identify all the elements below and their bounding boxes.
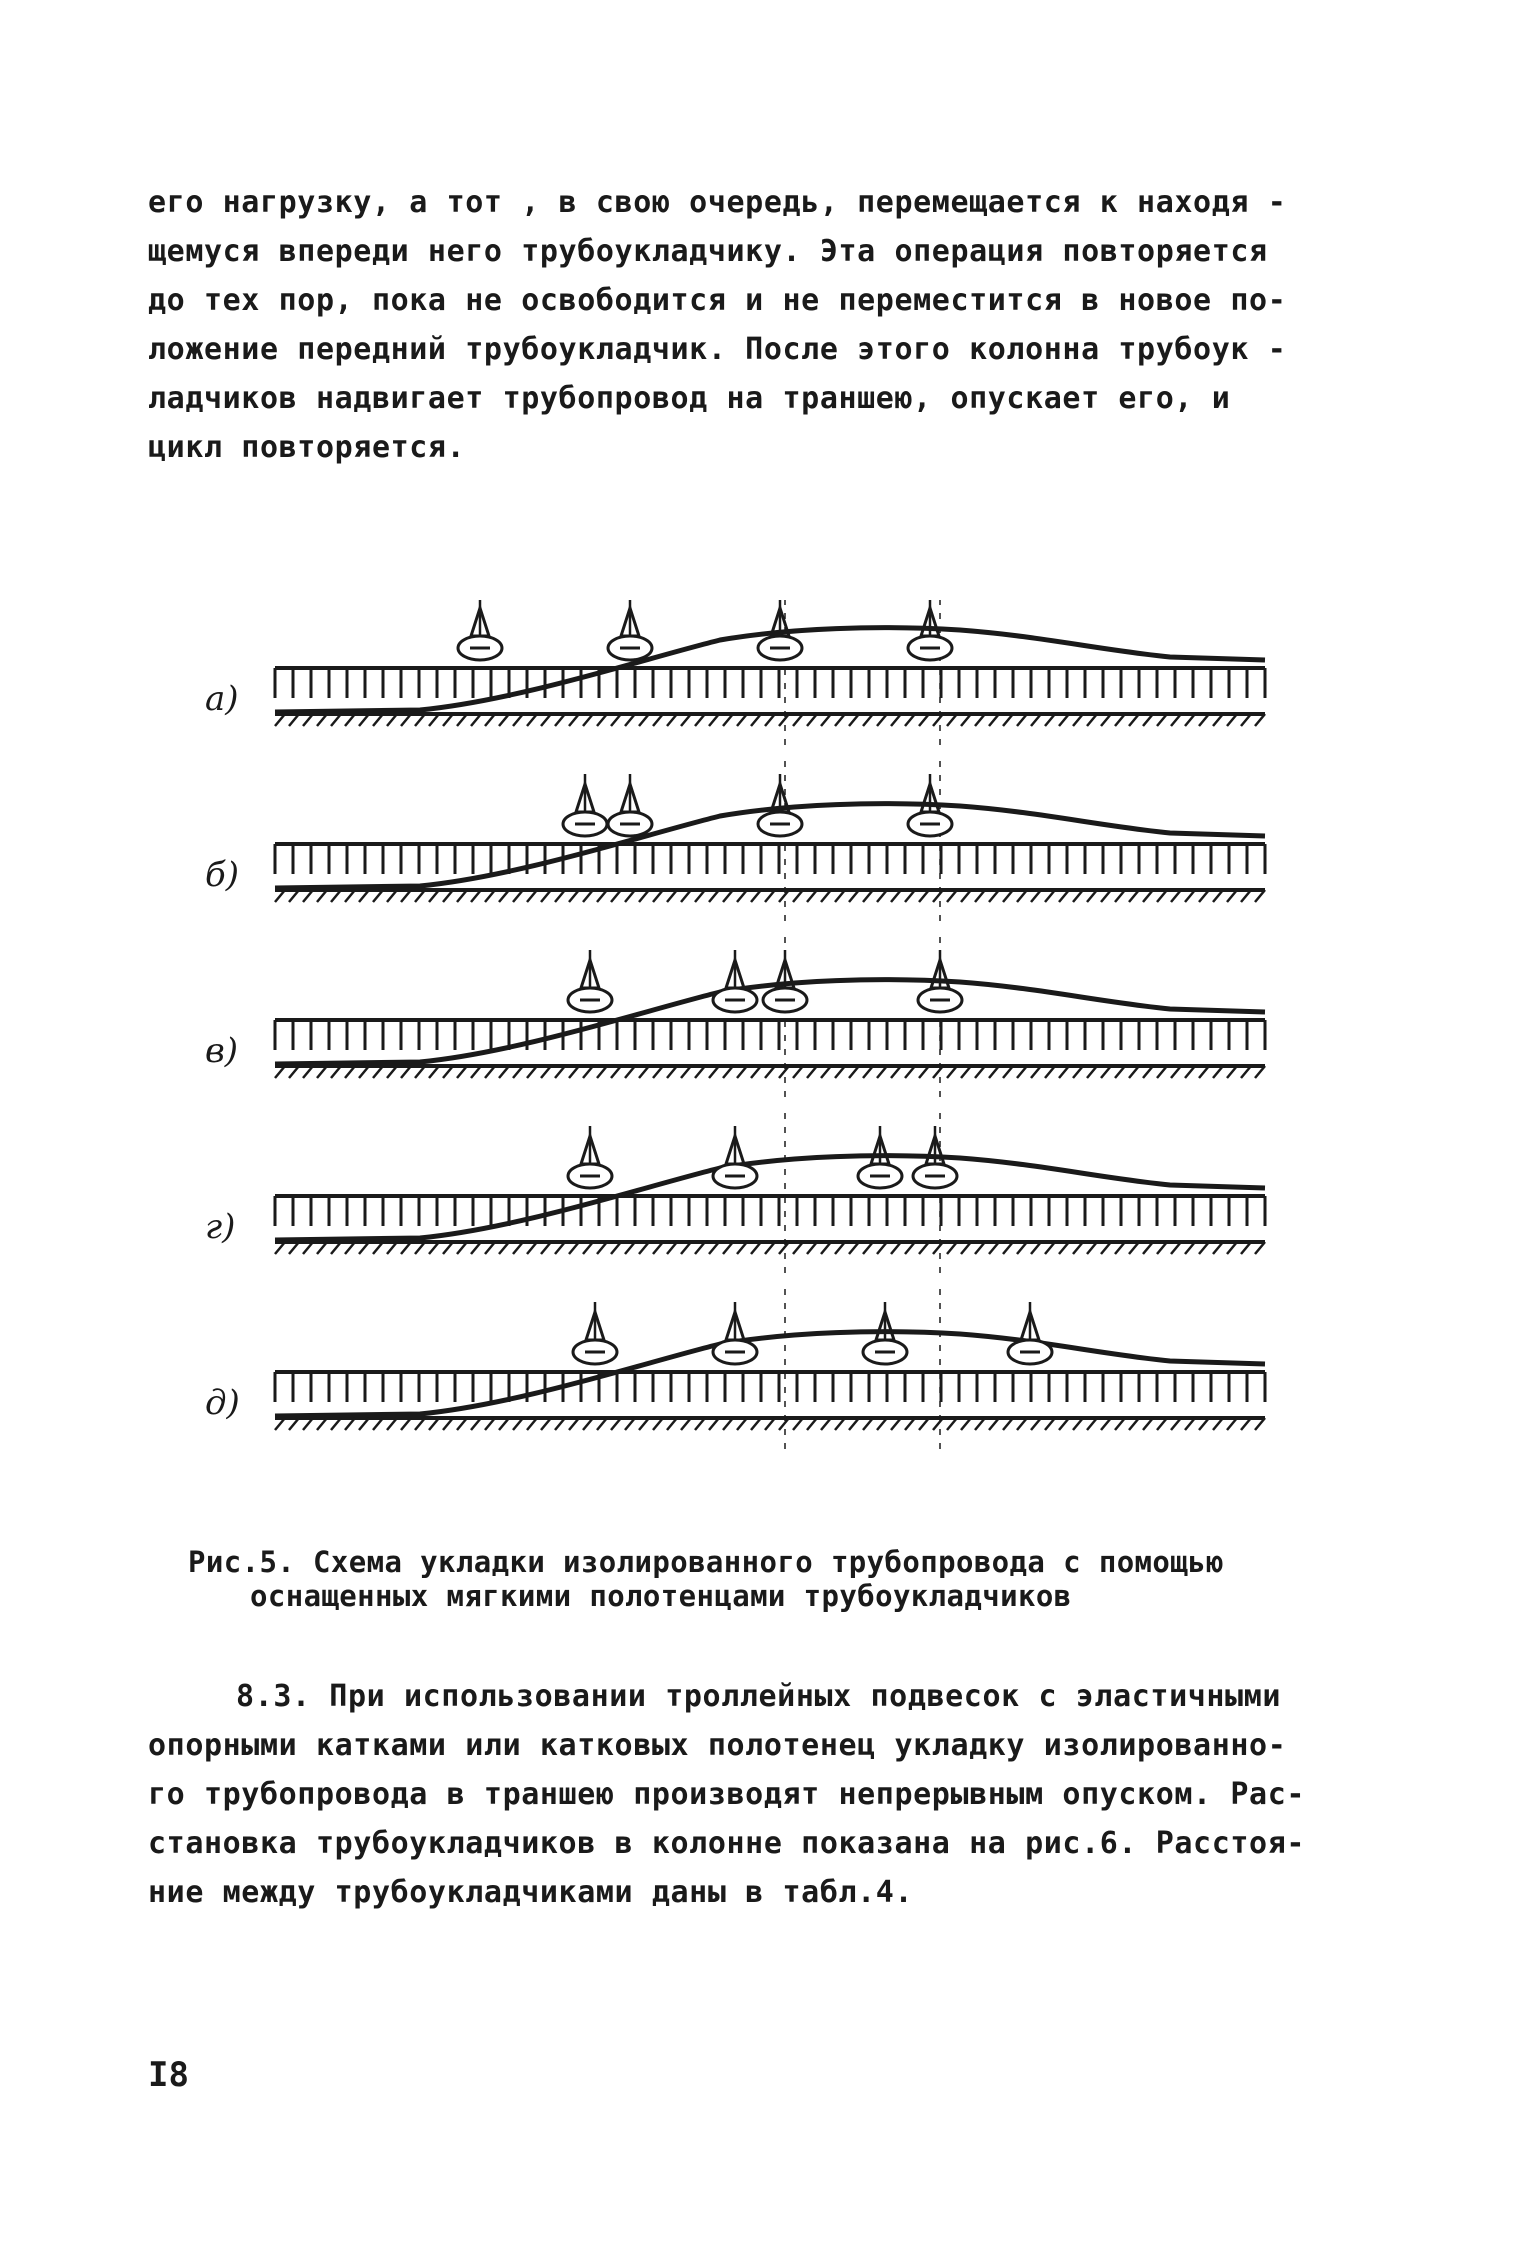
text-line: становка трубоукладчиков в колонне показана на рис.6. Расстоя- — [148, 1826, 1306, 1861]
text-line: ложение передний трубоукладчик. После этого колонна трубоук - — [148, 332, 1287, 367]
text-line: опорными катками или катковых полотенец укладку изолированно- — [148, 1728, 1287, 1763]
page-number: I8 — [148, 2055, 189, 2095]
pipe-laying-scheme-figure — [0, 600, 1535, 1480]
panel-3 — [275, 1113, 1265, 1278]
panel-label-a: а) — [205, 679, 239, 719]
text-line: цикл повторяется. — [148, 430, 466, 465]
panel-1 — [275, 761, 1265, 926]
text-line: го трубопровода в траншею производят непрерывным опуском. Рас- — [148, 1777, 1306, 1812]
text-line: щемуся впереди него трубоукладчику. Эта операция повторяется — [148, 234, 1268, 269]
panel-0 — [275, 600, 1265, 750]
panel-label-g: г) — [205, 1207, 236, 1247]
text-line: его нагрузку, а тот , в свою очередь, перемещается к находя - — [148, 185, 1287, 220]
figure-panels — [275, 600, 1265, 1454]
panel-label-v: в) — [205, 1031, 239, 1071]
text-line: 8.3. При использовании троллейных подвесок с эластичными — [236, 1679, 1282, 1714]
text-line: ние между трубоукладчиками даны в табл.4. — [148, 1875, 914, 1910]
paragraph-8-3 — [148, 1672, 1305, 1917]
figure-caption-line-1: Рис.5. Схема укладки изолированного трубопровода с помощью — [188, 1545, 1224, 1579]
paragraph-continuation — [148, 178, 1286, 472]
panel-label-d: д) — [205, 1383, 240, 1423]
panel-2 — [275, 937, 1265, 1102]
panel-label-b: б) — [205, 855, 240, 895]
panel-4 — [275, 1289, 1265, 1454]
figure-caption-line-2: оснащенных мягкими полотенцами трубоукладчиков — [250, 1579, 1072, 1613]
text-line: до тех пор, пока не освободится и не переместится в новое по- — [148, 283, 1287, 318]
text-line: ладчиков надвигает трубопровод на траншею, опускает его, и — [148, 381, 1231, 416]
